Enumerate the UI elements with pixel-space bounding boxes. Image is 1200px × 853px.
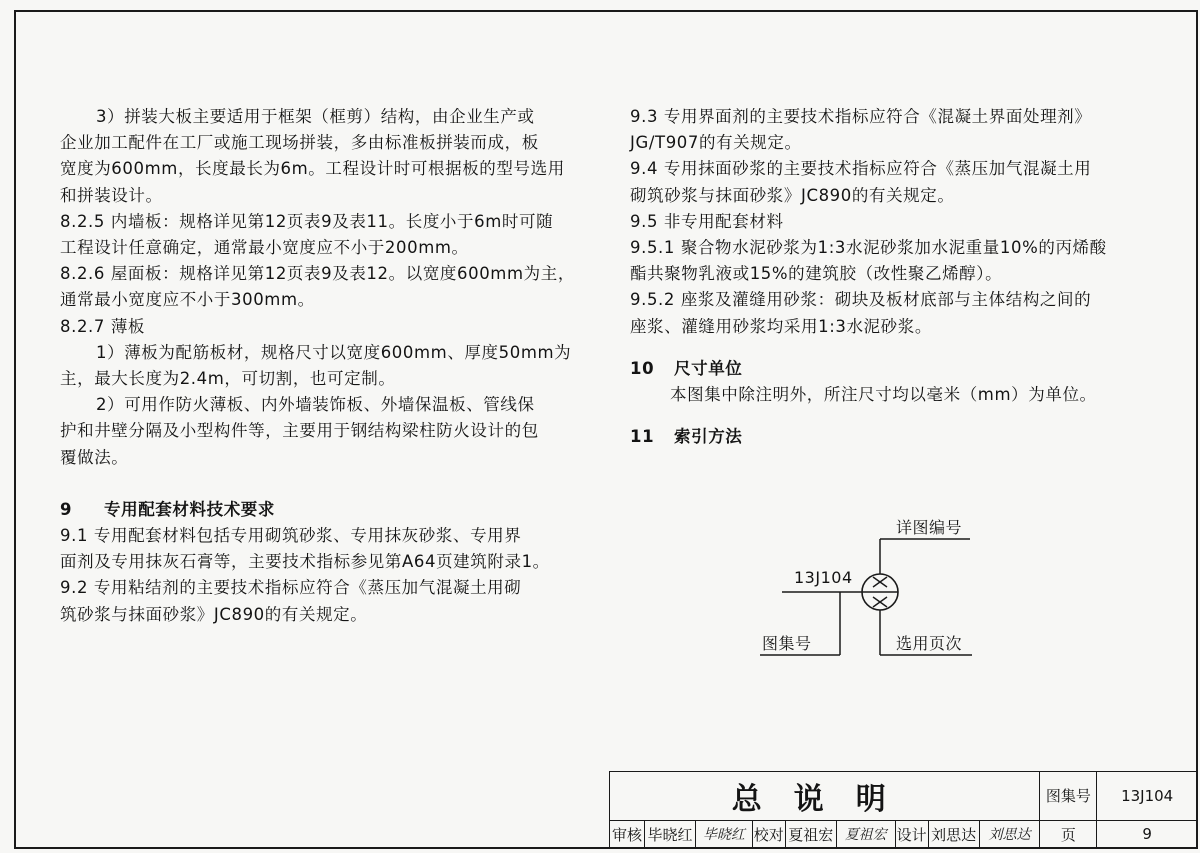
page-label: 页: [1040, 820, 1097, 848]
page-number: 9: [1097, 820, 1198, 848]
title-block: [609, 771, 1198, 849]
design-label: 设计: [895, 820, 928, 848]
section-heading-11: [630, 424, 1150, 450]
paragraph-line: 通常最小宽度应不小于300mm。: [60, 290, 315, 310]
paragraph-line: 9.4 专用抹面砂浆的主要技术指标应符合《蒸压加气混凝土用: [630, 159, 1092, 179]
paragraph-line: 工程设计任意确定，通常最小宽度应不小于200mm。: [60, 238, 469, 258]
check-label: 校对: [752, 820, 785, 848]
review-name: 毕晓红: [644, 820, 695, 848]
paragraph-line: 护和井壁分隔及小型构件等，主要用于钢结构梁柱防火设计的包: [60, 421, 539, 441]
paragraph-line: 8.2.7 薄板: [60, 316, 146, 336]
section-title: 尺寸单位: [674, 358, 743, 378]
paragraph-line: 和拼装设计。: [60, 185, 163, 205]
design-signature: 刘思达: [979, 820, 1040, 848]
right-column: [630, 104, 1150, 450]
left-column: [60, 104, 580, 628]
paragraph-line: 8.2.6 屋面板：规格详见第12页表9及表12。以宽度600mm为主，: [60, 264, 575, 284]
section-title: 专用配套材料技术要求: [104, 499, 275, 519]
paragraph-line: 9.2 专用粘结剂的主要技术指标应符合《蒸压加气混凝土用砌: [60, 578, 522, 598]
paragraph-line: 主，最大长度为2.4m，可切割，也可定制。: [60, 369, 396, 389]
review-signature: 毕晓红: [695, 820, 752, 848]
paragraph-line: 2）可用作防火薄板、内外墙装饰板、外墙保温板、管线保: [96, 395, 535, 415]
paragraph-line: 覆做法。: [60, 447, 129, 467]
review-label: 审核: [610, 820, 645, 848]
paragraph-line: 8.2.5 内墙板：规格详见第12页表9及表11。长度小于6m时可随: [60, 211, 554, 231]
section-number: 9: [60, 499, 73, 519]
paragraph-line: 宽度为600mm，长度最长为6m。工程设计时可根据板的型号选用: [60, 159, 565, 179]
paragraph-line: 9.5.1 聚合物水泥砂浆为1:3水泥砂浆加水泥重量10%的丙烯酸: [630, 238, 1107, 258]
document-title: 总说明: [731, 781, 918, 817]
atlas-number-value: 13J104: [1097, 772, 1198, 821]
title-cell: [610, 772, 1040, 821]
check-signature: 夏祖宏: [836, 820, 895, 848]
section-heading-10: [630, 356, 1150, 382]
paragraph-line: 砌筑砂浆与抹面砂浆》JC890的有关规定。: [630, 185, 955, 205]
index-method-diagram: [730, 505, 1030, 675]
paragraph-line: 9.1 专用配套材料包括专用砌筑砂浆、专用抹灰砂浆、专用界: [60, 526, 522, 546]
section-heading-9: [60, 497, 580, 523]
paragraph-line: 1）薄板为配筋板材，规格尺寸以宽度600mm、厚度50mm为: [96, 342, 572, 362]
paragraph-line: 9.5.2 座浆及灌缝用砂浆：砌块及板材底部与主体结构之间的: [630, 290, 1092, 310]
paragraph-line: 9.5 非专用配套材料: [630, 211, 784, 231]
detail-number-label: 详图编号: [896, 518, 963, 537]
atlas-number-label: 图集号: [762, 634, 812, 653]
section-number: 11: [630, 427, 655, 447]
paragraph-line: 酯共聚物乳液或15%的建筑胶（改性聚乙烯醇）。: [630, 264, 1003, 284]
paragraph-line: JG/T907的有关规定。: [630, 133, 802, 153]
section-number: 10: [630, 358, 655, 378]
paragraph-line: 企业加工配件在工厂或施工现场拼装，多由标准板拼装而成，板: [60, 133, 539, 153]
paragraph-line: 面剂及专用抹灰石膏等，主要技术指标参见第A64页建筑附录1。: [60, 552, 550, 572]
section-title: 索引方法: [674, 427, 743, 447]
design-name: 刘思达: [928, 820, 979, 848]
atlas-number-label-cell: 图集号: [1040, 772, 1097, 821]
atlas-code-label: 13J104: [794, 568, 853, 587]
check-name: 夏祖宏: [785, 820, 836, 848]
paragraph-line: 3）拼装大板主要适用于框架（框剪）结构，由企业生产或: [96, 107, 535, 126]
paragraph-line: 本图集中除注明外，所注尺寸均以毫米（mm）为单位。: [670, 385, 1097, 405]
paragraph-line: 筑砂浆与抹面砂浆》JC890的有关规定。: [60, 604, 368, 624]
paragraph-line: 座浆、灌缝用砂浆均采用1:3水泥砂浆。: [630, 316, 932, 336]
page-selection-label: 选用页次: [896, 634, 963, 653]
paragraph-line: 9.3 专用界面剂的主要技术指标应符合《混凝土界面处理剂》: [630, 107, 1092, 126]
